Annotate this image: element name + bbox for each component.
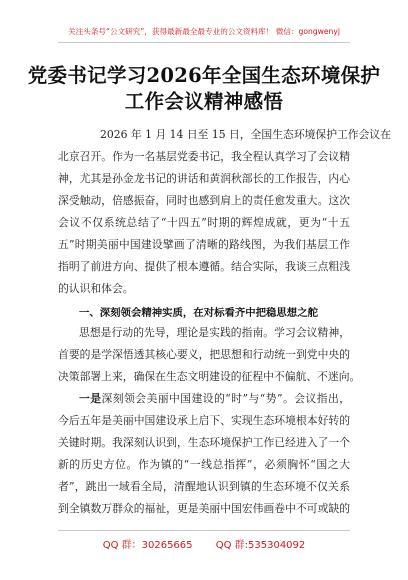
paragraph-1-line-4: 深受触动，倍感振奋，同时也感到肩上的责任愈发重大。这次 xyxy=(58,194,350,207)
header-divider xyxy=(58,42,350,43)
footer-contacts xyxy=(0,536,408,551)
paragraph-1-line-5: 会议不仅系统总结了“十四五”时期的辉煌成就，更为“十五 xyxy=(58,216,350,229)
paragraph-2-line-3: 决策部署上来，确保在生态文明建设的征程中不偏航、不迷向。 xyxy=(58,370,361,383)
paragraph-1-line-2: 北京召开。作为一名基层党委书记，我全程认真学习了会议精 xyxy=(58,150,350,163)
document-title-line-2: 工作会议精神感悟 xyxy=(124,90,284,113)
paragraph-1-line-3: 神，尤其是孙金龙书记的讲话和黄润秋部长的工作报告，内心 xyxy=(58,172,350,185)
paragraph-3-line-3: 关键时期。我深刻认识到，生态环境保护工作已经进入了一个 xyxy=(58,436,350,449)
paragraph-3-line-2: 今后五年是美丽中国建设承上启下、实现生态环境根本好转的 xyxy=(58,414,350,427)
paragraph-2-line-2: 首要的是学深悟透其核心要义，把思想和行动统一到党中央的 xyxy=(58,348,350,361)
footer-divider xyxy=(58,530,350,531)
paragraph-1-line-1: 2026 年 1 月 14 日至 15 日，全国生态环境保护工作会议在 xyxy=(100,128,391,141)
document-title-line-1: 党委书记学习2026年全国生态环境保护 xyxy=(27,64,381,87)
footer-qq-group-2: QQ 群:535304092 xyxy=(215,540,306,551)
footer-qq-group-1: QQ 群：30265665 xyxy=(102,540,193,551)
paragraph-1-line-8: 的认识和体会。 xyxy=(58,282,134,295)
paragraph-3-line-1 xyxy=(79,392,350,406)
paragraph-1-line-6: 五”时期美丽中国建设擘画了清晰的路线图，为我们基层工作 xyxy=(58,238,350,251)
paragraph-2-line-1: 思想是行动的先导，理论是实践的指南。学习会议精神， xyxy=(79,326,350,339)
paragraph-3-line-1-text: 深刻领会美丽中国建设的“时”与“势”。会议指出， xyxy=(101,392,351,405)
section-1-heading: 一、深刻领会精神实质，在对标看齐中把稳思想之舵 xyxy=(79,307,318,319)
paragraph-3-line-4: 新的历史方位。作为镇的“一线总指挥”，必须胸怀“国之大 xyxy=(58,458,350,471)
paragraph-3-line-5: 者”，跳出一域看全局，清醒地认识到镇的生态环境不仅关系 xyxy=(58,480,350,493)
header-promo: 关注头条号“公文研究”，获得最新最全最专业的公文资料库！ 微信：gongwenyj xyxy=(68,27,340,36)
paragraph-3-line-6: 到全镇数万群众的福祉，更是美丽中国宏伟画卷中不可或缺的 xyxy=(58,502,350,515)
paragraph-1-line-7: 指明了前进方向、提供了根本遵循。结合实际，我谈三点粗浅 xyxy=(58,260,350,273)
point-lead: 一是 xyxy=(79,392,102,405)
